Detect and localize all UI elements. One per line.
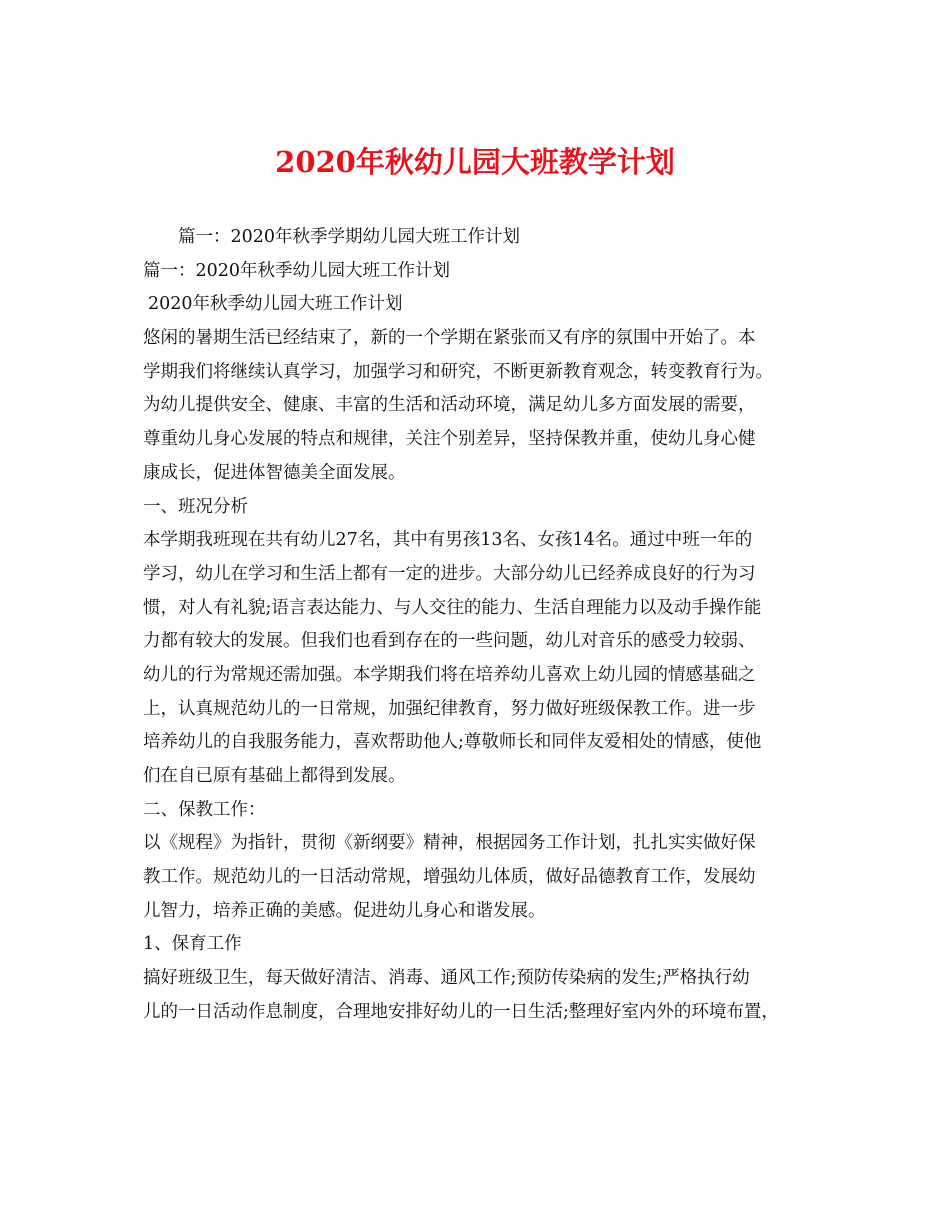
section-heading: 二、保教工作： — [143, 799, 266, 820]
paragraph-line: 学习，幼儿在学习和生活上都有一定的进步。大部分幼儿已经养成良好的行为习 — [143, 563, 756, 584]
document-title: 2020年秋幼儿园大班教学计划 — [275, 145, 675, 179]
paragraph-line: 惯，对人有礼貌;语言表达能力、与人交往的能力、生活自理能力以及动手操作能 — [143, 597, 762, 618]
paragraph-line: 力都有较大的发展。但我们也看到存在的一些问题，幼儿对音乐的感受力较弱、 — [143, 631, 756, 652]
section-heading: 2020年秋季幼儿园大班工作计划 — [148, 294, 403, 315]
section-heading: 1、保育工作 — [143, 934, 242, 955]
paragraph-line: 本学期我班现在共有幼儿27名，其中有男孩13名、女孩14名。通过中班一年的 — [143, 530, 753, 551]
paragraph-line: 学期我们将继续认真学习，加强学习和研究，不断更新教育观念，转变教育行为。 — [143, 361, 773, 382]
paragraph-line: 幼儿的行为常规还需加强。本学期我们将在培养幼儿喜欢上幼儿园的情感基础之 — [143, 664, 756, 685]
paragraph-line: 儿的一日活动作息制度，合理地安排好幼儿的一日生活;整理好室内外的环境布置， — [143, 1001, 779, 1022]
paragraph-line: 悠闲的暑期生活已经结束了，新的一个学期在紧张而又有序的氛围中开始了。本 — [143, 328, 756, 349]
paragraph-line: 儿智力，培养正确的美感。促进幼儿身心和谐发展。 — [143, 900, 546, 921]
section-heading: 一、班况分析 — [143, 496, 248, 517]
paragraph-line: 搞好班级卫生，每天做好清洁、消毒、通风工作;预防传染病的发生;严格执行幼 — [143, 968, 750, 989]
paragraph-line: 培养幼儿的自我服务能力，喜欢帮助他人;尊敬师长和同伴友爱相处的情感，使他 — [143, 732, 762, 753]
section-heading: 篇一：2020年秋季幼儿园大班工作计划 — [143, 260, 451, 281]
document-body — [143, 221, 811, 1030]
paragraph-line: 为幼儿提供安全、健康、丰富的生活和活动环境，满足幼儿多方面发展的需要， — [143, 395, 756, 416]
paragraph-line: 们在自已原有基础上都得到发展。 — [143, 766, 406, 786]
paragraph-line: 教工作。规范幼儿的一日活动常规，增强幼儿体质，做好品德教育工作，发展幼 — [143, 867, 756, 888]
paragraph-line: 康成长，促进体智德美全面发展。 — [143, 462, 406, 483]
paragraph-line: 上，认真规范幼儿的一日常规，加强纪律教育，努力做好班级保教工作。进一步 — [143, 698, 756, 719]
subtitle-line: 篇一：2020年秋季学期幼儿园大班工作计划 — [178, 227, 521, 247]
paragraph-line: 尊重幼儿身心发展的特点和规律，关注个别差异，坚持保教并重，使幼儿身心健 — [143, 429, 756, 450]
paragraph-line: 以《规程》为指针，贯彻《新纲要》精神，根据园务工作计划，扎扎实实做好保 — [143, 833, 756, 854]
